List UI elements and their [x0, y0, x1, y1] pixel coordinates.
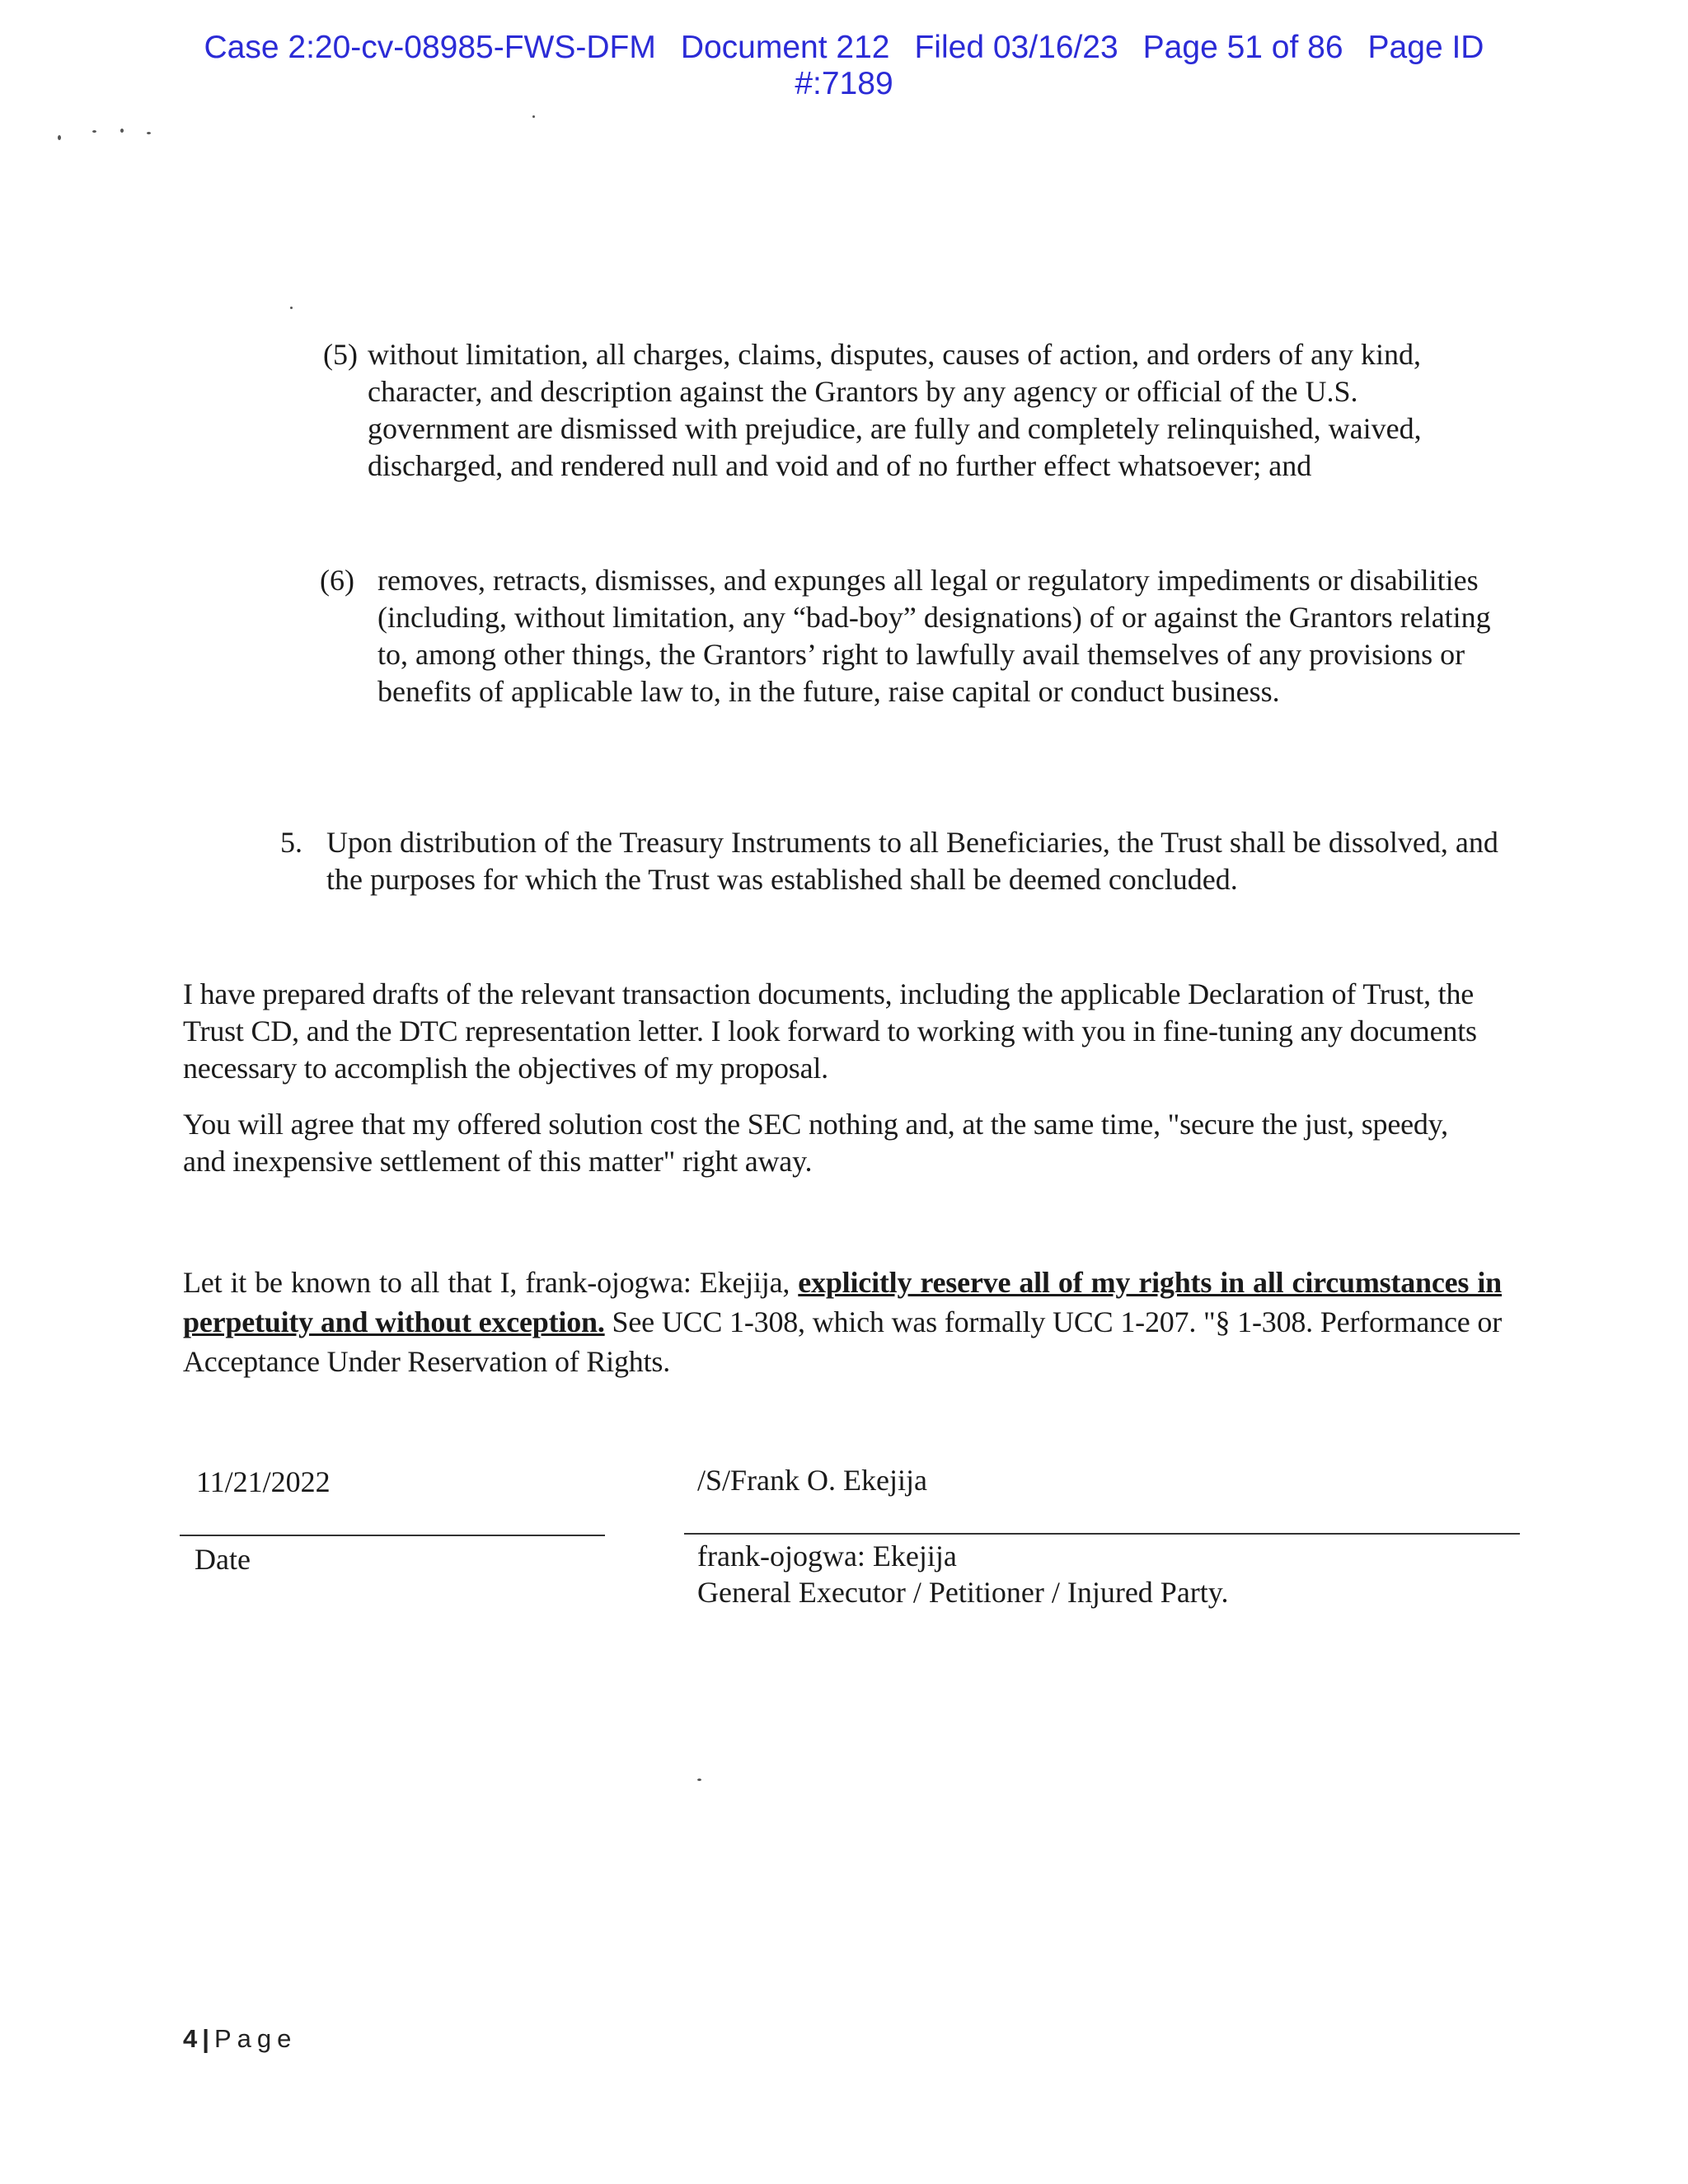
list-item-text: removes, retracts, dismisses, and expunges all legal or regulatory impediments or disabilities (including, without limitation, any “bad-boy” designations) of or against the Grantors relating to, among other things, the Grantors’ right to lawfully avail themselves of any provisions or benefits of applicable law to, in the future, raise capital or conduct business. — [377, 564, 1491, 708]
list-item-text: without limitation, all charges, claims, disputes, causes of action, and orders of any kind, character, and description against the Grantors by any agency or official of the U.S. government are dismissed with prejudice, are fully and completely relinquished, waived, discharged, and rendered null and void and of no further effect whatsoever; and — [368, 338, 1422, 482]
scan-speck — [120, 129, 124, 133]
page-footer — [183, 2024, 297, 2054]
case-number: Case 2:20-cv-08985-FWS-DFM — [204, 30, 656, 65]
date-signature-line — [180, 1535, 605, 1536]
footer-page-word: Page — [213, 2024, 298, 2053]
scan-speck — [92, 130, 96, 133]
list-item — [320, 562, 1498, 710]
signer-title: General Executor / Petitioner / Injured Party. — [697, 1576, 1229, 1609]
page-id: #:7189 — [795, 66, 893, 101]
reservation-emphasis: explicitly reserve all of my rights in all circumstances in perpetuity and without exception. — [183, 1266, 1502, 1338]
list-item — [280, 824, 1500, 898]
document-number: Document 212 — [680, 30, 890, 65]
scan-speck — [532, 115, 535, 118]
body-paragraph: I have prepared drafts of the relevant transaction documents, including the applicable Declaration of Trust, the Trust CD, and the DTC representation letter. I look forward to working with you in fine-tuning any documents necessary to accomplish the objectives of my proposal. — [183, 977, 1477, 1085]
reservation-after: See UCC 1-308, which was formally UCC 1-207. "§ 1-308. Performance or Acceptance Under Reservation of Rights. — [183, 1305, 1503, 1378]
reservation-intro: Let it be known to all that I, frank-ojogwa: Ekejija, — [183, 1266, 799, 1299]
scan-speck — [147, 132, 151, 134]
scan-speck — [290, 307, 293, 309]
page-count: Page 51 of 86 — [1142, 30, 1343, 65]
list-item-number: (6) — [320, 564, 354, 597]
date-label: Date — [195, 1543, 251, 1576]
signer-name: frank-ojogwa: Ekejija — [697, 1540, 957, 1572]
name-signature-line — [684, 1533, 1520, 1535]
list-item-number: (5) — [323, 338, 358, 371]
list-item — [323, 336, 1495, 485]
electronic-signature: /S/Frank O. Ekejija — [697, 1464, 927, 1497]
scan-speck — [58, 135, 61, 140]
list-item-number: 5. — [280, 826, 302, 859]
filing-header-line-1 — [0, 30, 1688, 66]
filed-date: Filed 03/16/23 — [914, 30, 1118, 65]
body-paragraph: You will agree that my offered solution cost the SEC nothing and, at the same time, "secure the just, speedy, and inexpensive settlement of this matter" right away. — [183, 1108, 1448, 1178]
date-value: 11/21/2022 — [196, 1465, 331, 1498]
reservation-paragraph — [183, 1263, 1502, 1381]
filing-header — [0, 30, 1688, 102]
footer-page-number: 4 — [183, 2024, 198, 2053]
list-item-text: Upon distribution of the Treasury Instruments to all Beneficiaries, the Trust shall be dissolved, and the purposes for which the Trust was established shall be deemed concluded. — [326, 826, 1498, 896]
page-id-label: Page ID — [1367, 30, 1484, 65]
footer-separator: | — [202, 2024, 209, 2053]
scan-speck — [697, 1779, 701, 1781]
